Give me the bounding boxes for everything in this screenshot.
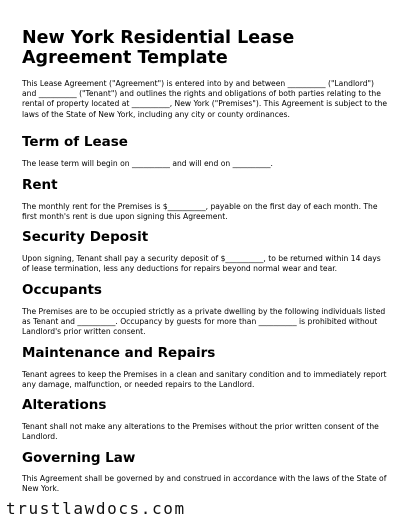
intro-paragraph: This Lease Agreement ("Agreement") is entered into by and between __________ ("Landlord") and __________ ("Tenant") and outlines the rights and obligations of both parties relating to the rental of property located at __________, New York ("Premises"). This Agreement is subject to the laws of the State of New York, including any city or county ordinances. bbox=[22, 79, 388, 119]
section-heading-term: Term of Lease bbox=[22, 134, 128, 150]
section-body-rent: The monthly rent for the Premises is $__________, payable on the first day of each month. The first month's rent is due upon signing this Agreement. bbox=[22, 202, 378, 222]
section-body-term: The lease term will begin on __________ and will end on __________. bbox=[22, 159, 273, 168]
section-heading-security-deposit: Security Deposit bbox=[22, 229, 149, 245]
section-body-governing-law: This Agreement shall be governed by and construed in accordance with the laws of the State of New York. bbox=[22, 474, 387, 494]
section-body-maintenance: Tenant agrees to keep the Premises in a clean and sanitary condition and to immediately report any damage, malfunction, or needed repairs to the Landlord. bbox=[22, 370, 387, 390]
section-heading-maintenance: Maintenance and Repairs bbox=[22, 345, 216, 361]
watermark-text: trustlawdocs.com bbox=[6, 499, 186, 518]
document-title: New York Residential Lease Agreement Template bbox=[22, 28, 295, 68]
section-heading-alterations: Alterations bbox=[22, 397, 107, 413]
section-body-occupants: The Premises are to be occupied strictly as a private dwelling by the following individuals listed as Tenant and __________. Occupancy by guests for more than __________ is prohibited without Landlord's prior written consent. bbox=[22, 307, 386, 337]
section-heading-occupants: Occupants bbox=[22, 282, 102, 298]
section-heading-rent: Rent bbox=[22, 177, 58, 193]
section-heading-governing-law: Governing Law bbox=[22, 450, 136, 466]
section-body-security-deposit: Upon signing, Tenant shall pay a security deposit of $__________, to be returned within 14 days of lease termination, less any deductions for repairs beyond normal wear and tear. bbox=[22, 254, 381, 274]
section-body-alterations: Tenant shall not make any alterations to the Premises without the prior written consent of the Landlord. bbox=[22, 422, 379, 442]
